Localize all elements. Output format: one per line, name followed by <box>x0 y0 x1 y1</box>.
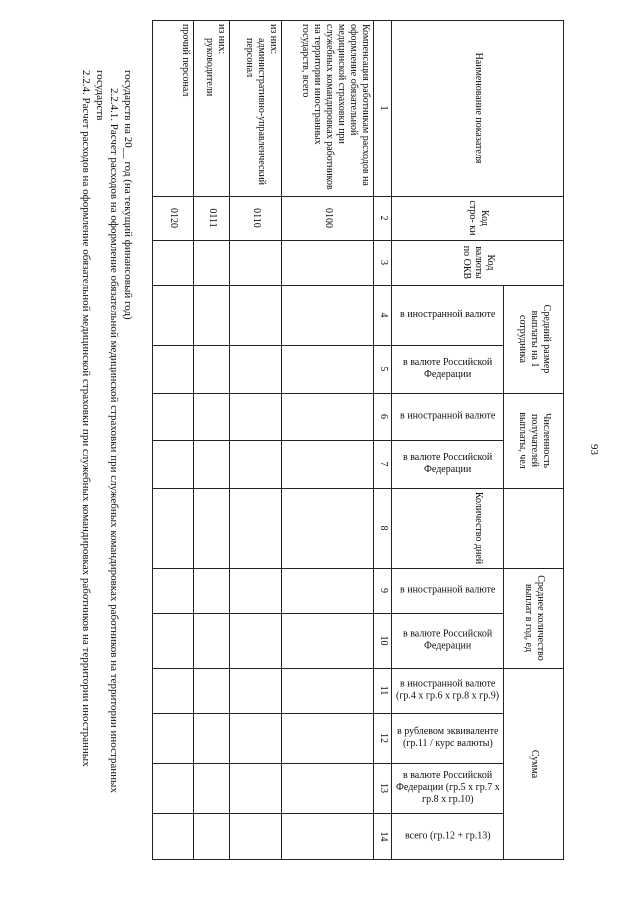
header-name: Наименование показателя <box>473 52 484 164</box>
column-number-11: 11 <box>378 685 389 696</box>
column-number-3: 3 <box>378 260 389 265</box>
row-1-name <box>230 20 282 196</box>
header-avg-foreign: в иностранной валюте <box>400 309 496 320</box>
row-name-text: прочий персонал <box>180 24 191 97</box>
header-qty-foreign: в иностранной валюте <box>400 584 496 596</box>
row-0-name <box>282 20 374 196</box>
header-currency-code: Код валюты по ОКВ <box>461 245 496 280</box>
column-number-2: 2 <box>378 215 389 221</box>
row-name-text: из них: <box>268 24 279 55</box>
column-number-6: 6 <box>378 414 389 419</box>
column-number-8: 8 <box>378 525 389 531</box>
row-name-text: из них: <box>216 24 227 55</box>
header-qty-rub: в валюте Российской Федерации <box>403 628 493 652</box>
column-number-12: 12 <box>378 733 389 743</box>
header-recipients-rub: в валюте Российской Федерации <box>403 452 493 475</box>
row-0-code: 0100 <box>323 208 334 228</box>
header-days: Количество дней <box>473 491 484 565</box>
column-number-14: 14 <box>378 831 389 842</box>
header-recipients-foreign: в иностранной валюте <box>400 410 496 422</box>
header-sum: Сумма <box>529 749 540 779</box>
column-number-10: 10 <box>378 635 389 646</box>
column-number-5: 5 <box>378 366 389 372</box>
row-2-name <box>194 20 230 196</box>
header-avg-payment: Средний размер выплаты на 1 сотрудника <box>517 304 552 374</box>
expense-calculation-table <box>152 20 564 860</box>
column-number-13: 13 <box>378 783 389 793</box>
section-heading: 2.2.4. Расчет расходов на оформление обязательной медицинской страховки при служебных командировках работников на территории иностранных <box>80 70 92 767</box>
row-2-code: 0111 <box>207 208 218 228</box>
header-sum-rub-equiv: в рублевом эквиваленте (гр.11 / курс валюты) <box>397 726 499 749</box>
column-number-7: 7 <box>378 461 389 467</box>
row-subname-text: руководители <box>204 38 215 97</box>
section-heading-continuation: государств <box>94 70 106 121</box>
column-number-4: 4 <box>378 312 389 318</box>
row-subname-text: административно-управленческий персонал <box>244 38 267 186</box>
column-number-9: 9 <box>378 588 389 593</box>
row-3-code: 0120 <box>168 208 179 228</box>
header-avg-qty: Среднее количество выплат в год, ед <box>523 575 546 661</box>
header-sum-total: всего (гр.12 + гр.13) <box>405 830 491 842</box>
page-number: 93 <box>588 444 600 455</box>
header-sum-rub: в валюте Российской Федерации (гр.5 х гр.7 х гр.8 х гр.10) <box>396 770 500 805</box>
column-number-1: 1 <box>378 105 389 111</box>
row-1-code: 0110 <box>251 208 262 228</box>
header-avg-rub: в валюте Российской Федерации <box>403 357 493 380</box>
header-code: Код стро- ки <box>467 200 490 236</box>
subsection-heading-continuation: государств на 20__ год (на текущий финансовый год) <box>122 70 134 320</box>
header-recipients: Численность получателей выплаты, чел <box>517 412 552 469</box>
header-sum-foreign: в иностранной валюте (гр.4 х гр.6 х гр.8 х гр.9) <box>396 678 500 702</box>
subsection-heading: 2.2.4.1. Расчет расходов на оформление обязательной медицинской страховки при служебных командировках работников на территории иностранных <box>108 88 120 793</box>
row-name-text: Компенсация работникам расходов на оформление обязательной медицинской страховки при служебных командировках работников на территории иностранных государств, всего <box>300 24 371 190</box>
row-3-name <box>152 20 194 196</box>
